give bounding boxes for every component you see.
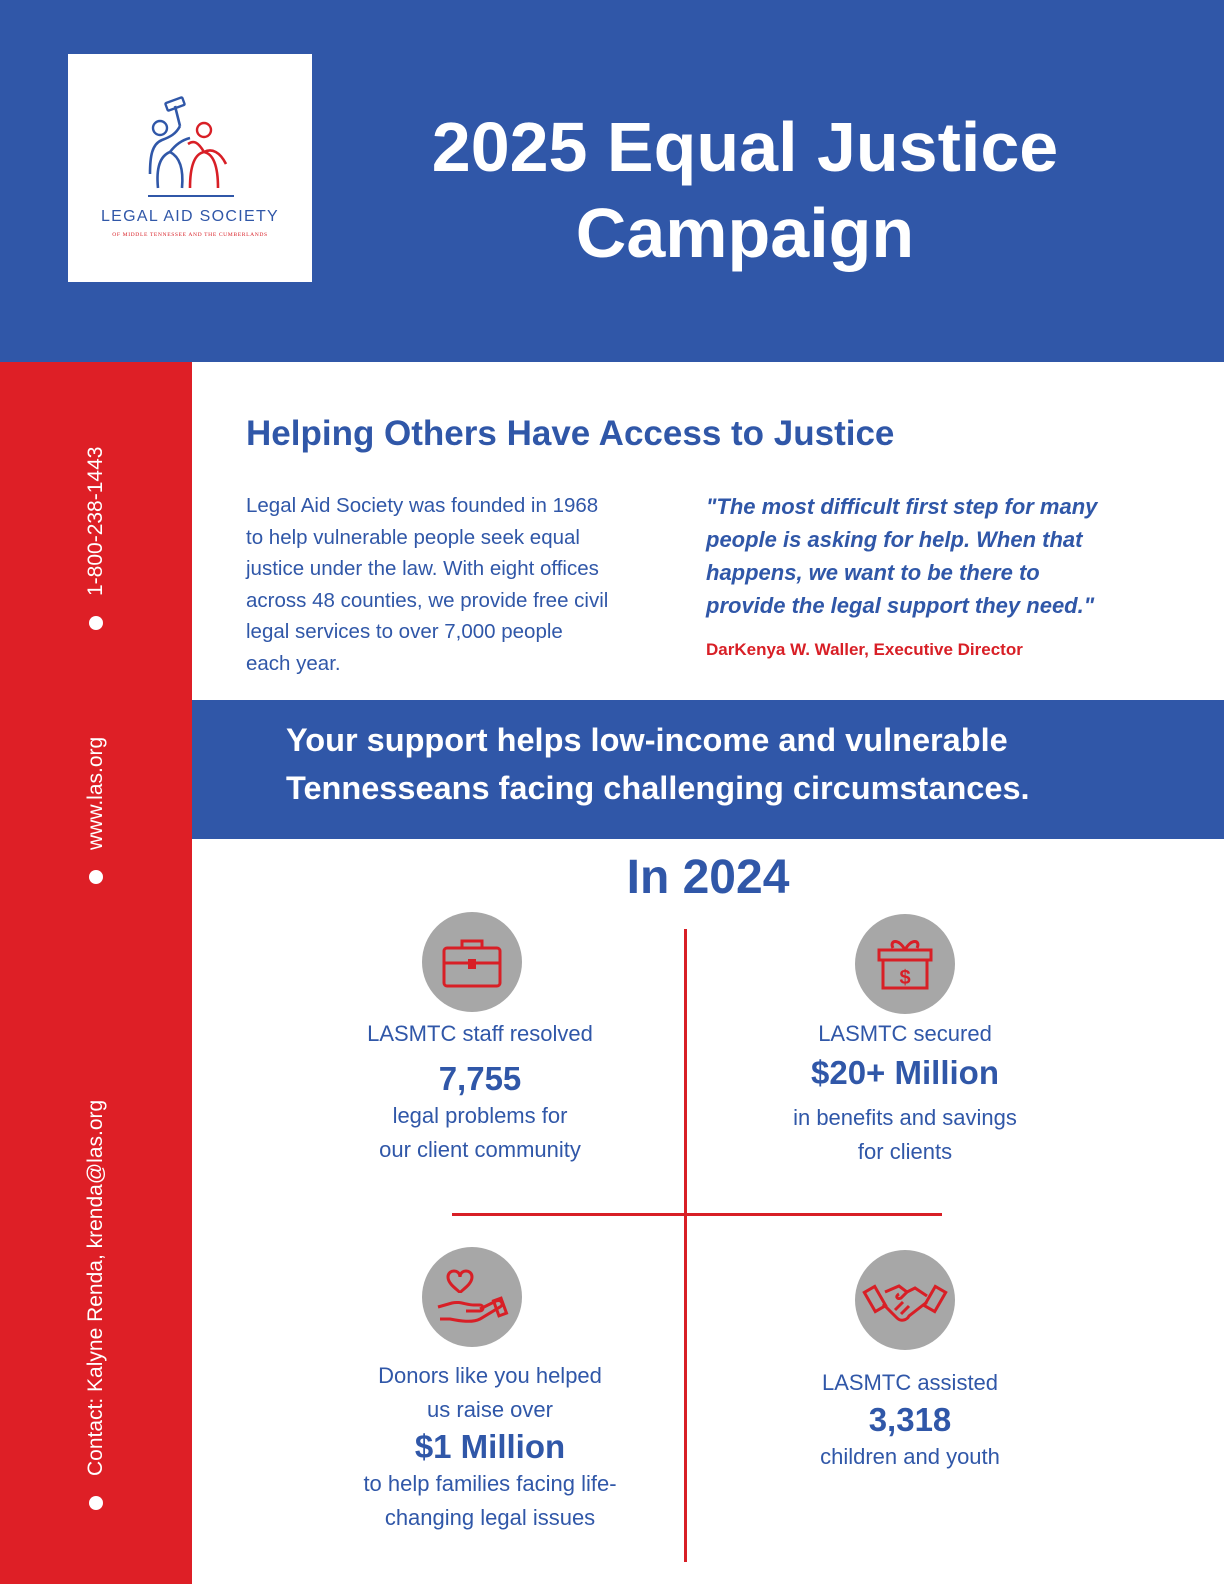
website-contact — [84, 737, 108, 884]
contact-email[interactable]: Contact: Kalyne Renda, krenda@las.org — [84, 1099, 107, 1476]
logo-subtitle: OF MIDDLE TENNESSEE AND THE CUMBERLANDS — [112, 232, 268, 238]
intro-line: legal services to over 7,000 people — [246, 620, 563, 643]
stat-text: children and youth — [820, 1444, 1000, 1469]
website-link[interactable]: www.las.org — [84, 736, 107, 850]
quote-line: people is asking for help. When that — [706, 527, 1083, 552]
logo — [68, 54, 312, 282]
stat-value: $1 Million — [414, 1428, 566, 1465]
person-contact — [84, 1100, 108, 1510]
bullet-dot — [89, 1496, 103, 1510]
banner-line-1: Your support helps low-income and vulnerable — [286, 722, 1008, 758]
quote-line: "The most difficult first step for many — [706, 494, 1098, 519]
header-band — [0, 0, 1224, 362]
stat-secured — [755, 1017, 1055, 1169]
bullet-dot — [89, 870, 103, 884]
stat-value: 7,755 — [438, 1060, 522, 1097]
intro-paragraph — [246, 490, 656, 679]
stat-resolved — [330, 1017, 630, 1167]
handshake-icon — [855, 1250, 955, 1350]
intro-line: each year. — [246, 651, 341, 675]
stat-text: LASMTC staff resolved — [367, 1021, 593, 1046]
stat-raised — [330, 1359, 650, 1535]
banner-text — [286, 716, 1166, 812]
bullet-dot — [89, 616, 103, 630]
title-line-1: 2025 Equal Justice — [431, 108, 1059, 186]
stat-text: LASMTC secured — [818, 1021, 992, 1046]
year-heading: In 2024 — [626, 851, 790, 904]
stat-text: changing legal issues — [384, 1505, 596, 1530]
heart-hand-icon — [422, 1247, 522, 1347]
quote-line: provide the legal support they need." — [706, 593, 1095, 618]
svg-text:$: $ — [899, 967, 911, 989]
intro-line: across 48 counties, we provide free civil — [246, 588, 609, 612]
title-line-2: Campaign — [575, 194, 915, 272]
logo-name: LEGAL AID SOCIETY — [100, 208, 279, 225]
stat-text: our client community — [379, 1137, 581, 1162]
stat-text: Donors like you helped — [378, 1363, 602, 1388]
intro-line: justice under the law. With eight offices — [246, 557, 599, 580]
section-heading: Helping Others Have Access to Justice — [246, 414, 895, 453]
stat-text: to help families facing life- — [363, 1471, 617, 1496]
stat-assisted — [760, 1366, 1060, 1474]
stat-text: in benefits and savings — [793, 1105, 1017, 1130]
stat-text: for clients — [857, 1139, 953, 1164]
vertical-divider — [684, 929, 687, 1562]
stat-text: LASMTC assisted — [821, 1370, 999, 1395]
briefcase-icon — [422, 912, 522, 1012]
director-quote — [706, 490, 1166, 622]
horizontal-divider — [452, 1213, 942, 1216]
gift-dollar-icon — [855, 914, 955, 1014]
quote-line: happens, we want to be there to — [706, 560, 1040, 585]
banner-line-2: Tennesseans facing challenging circumstances. — [286, 770, 1030, 806]
stat-text: legal problems for — [392, 1103, 568, 1128]
stat-text: us raise over — [427, 1397, 553, 1422]
legal-aid-logo-icon — [146, 96, 236, 200]
intro-line: to help vulnerable people seek equal — [246, 525, 580, 549]
stat-value: $20+ Million — [811, 1054, 999, 1091]
quote-author: DarKenya W. Waller, Executive Director — [706, 640, 1023, 659]
phone-contact — [84, 447, 108, 630]
support-banner — [192, 700, 1224, 839]
phone-number[interactable]: 1-800-238-1443 — [84, 446, 107, 596]
stat-value: 3,318 — [868, 1401, 952, 1438]
intro-line: Legal Aid Society was founded in 1968 — [246, 494, 599, 517]
page-title — [340, 104, 1150, 276]
